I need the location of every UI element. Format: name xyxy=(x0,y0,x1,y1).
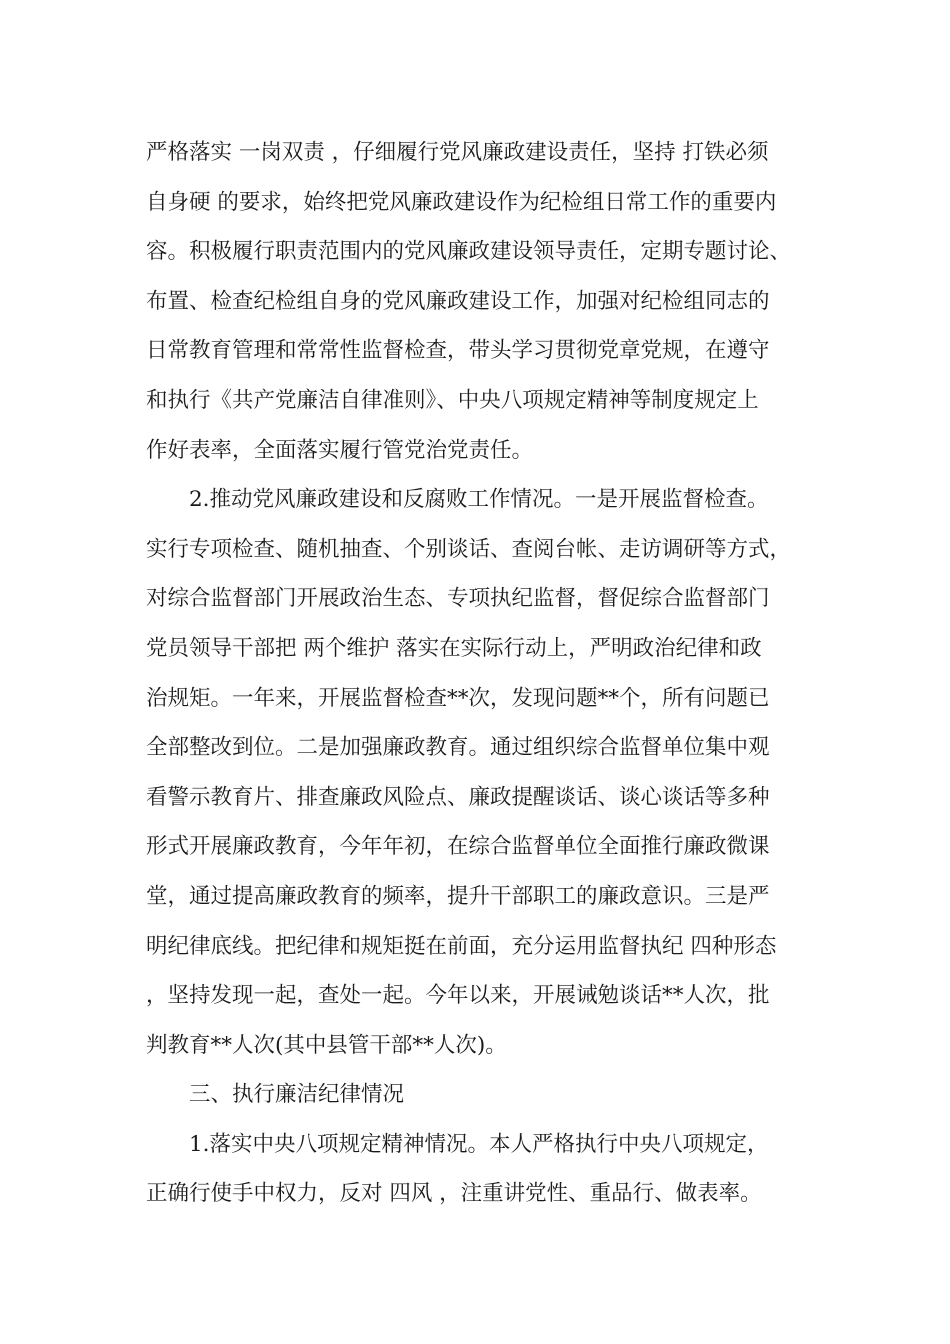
text-line: 堂，通过提高廉政教育的频率，提升干部职工的廉政意识。三是严 xyxy=(146,883,770,909)
text-line: 严格落实 一岗双责 ，仔细履行党风廉政建设责任，坚持 打铁必须 xyxy=(146,140,769,165)
text-line: ，坚持发现一起，查处一起。今年以来，开展诫勉谈话**人次，批 xyxy=(146,983,770,1009)
text-line: 实行专项检查、随机抽查、个别谈话、查阅台帐、走访调研等方式， xyxy=(146,536,792,562)
section-heading: 三、执行廉洁纪律情况 xyxy=(189,1082,405,1108)
text-line: 治规矩。一年来，开展监督检查**次，发现问题**个，所有问题已 xyxy=(146,685,770,711)
text-line: 党员领导干部把 两个维护 落实在实际行动上，严明政治纪律和政 xyxy=(146,635,762,661)
text-line: 布置、检查纪检组自身的党风廉政建设工作，加强对纪检组同志的 xyxy=(146,288,770,314)
text-line: 自身硬 的要求，始终把党风廉政建设作为纪检组日常工作的重要内 xyxy=(146,189,777,215)
paragraph-start-line: 2.推动党风廉政建设和反腐败工作情况。一是开展监督检查。 xyxy=(189,487,769,513)
text-line: 日常教育管理和常常性监督检查，带头学习贯彻党章党规，在遵守 xyxy=(146,338,770,364)
text-line: 判教育**人次(其中县管干部**人次)。 xyxy=(146,1032,507,1058)
paragraph-start-line: 1.落实中央八项规定精神情况。本人严格执行中央八项规定， xyxy=(189,1131,769,1157)
text-line: 明纪律底线。把纪律和规矩挺在前面，充分运用监督执纪 四种形态 xyxy=(146,933,777,959)
text-line: 和执行《共产党廉洁自律准则》、中央八项规定精神等制度规定上 xyxy=(146,387,759,413)
text-line: 作好表率，全面落实履行管党治党责任。 xyxy=(146,437,534,463)
text-line: 形式开展廉政教育，今年年初，在综合监督单位全面推行廉政微课 xyxy=(146,834,770,860)
text-line: 容。积极履行职责范围内的党风廉政建设领导责任，定期专题讨论、 xyxy=(146,239,792,265)
text-line: 全部整改到位。二是加强廉政教育。通过组织综合监督单位集中观 xyxy=(146,735,770,761)
text-line: 对综合监督部门开展政治生态、专项执纪监督，督促综合监督部门 xyxy=(146,586,770,612)
text-line: 正确行使手中权力，反对 四风 ，注重讲党性、重品行、做表率。 xyxy=(146,1181,762,1207)
document-body xyxy=(146,128,836,1219)
text-line: 看警示教育片、排查廉政风险点、廉政提醒谈话、谈心谈话等多种 xyxy=(146,784,770,810)
